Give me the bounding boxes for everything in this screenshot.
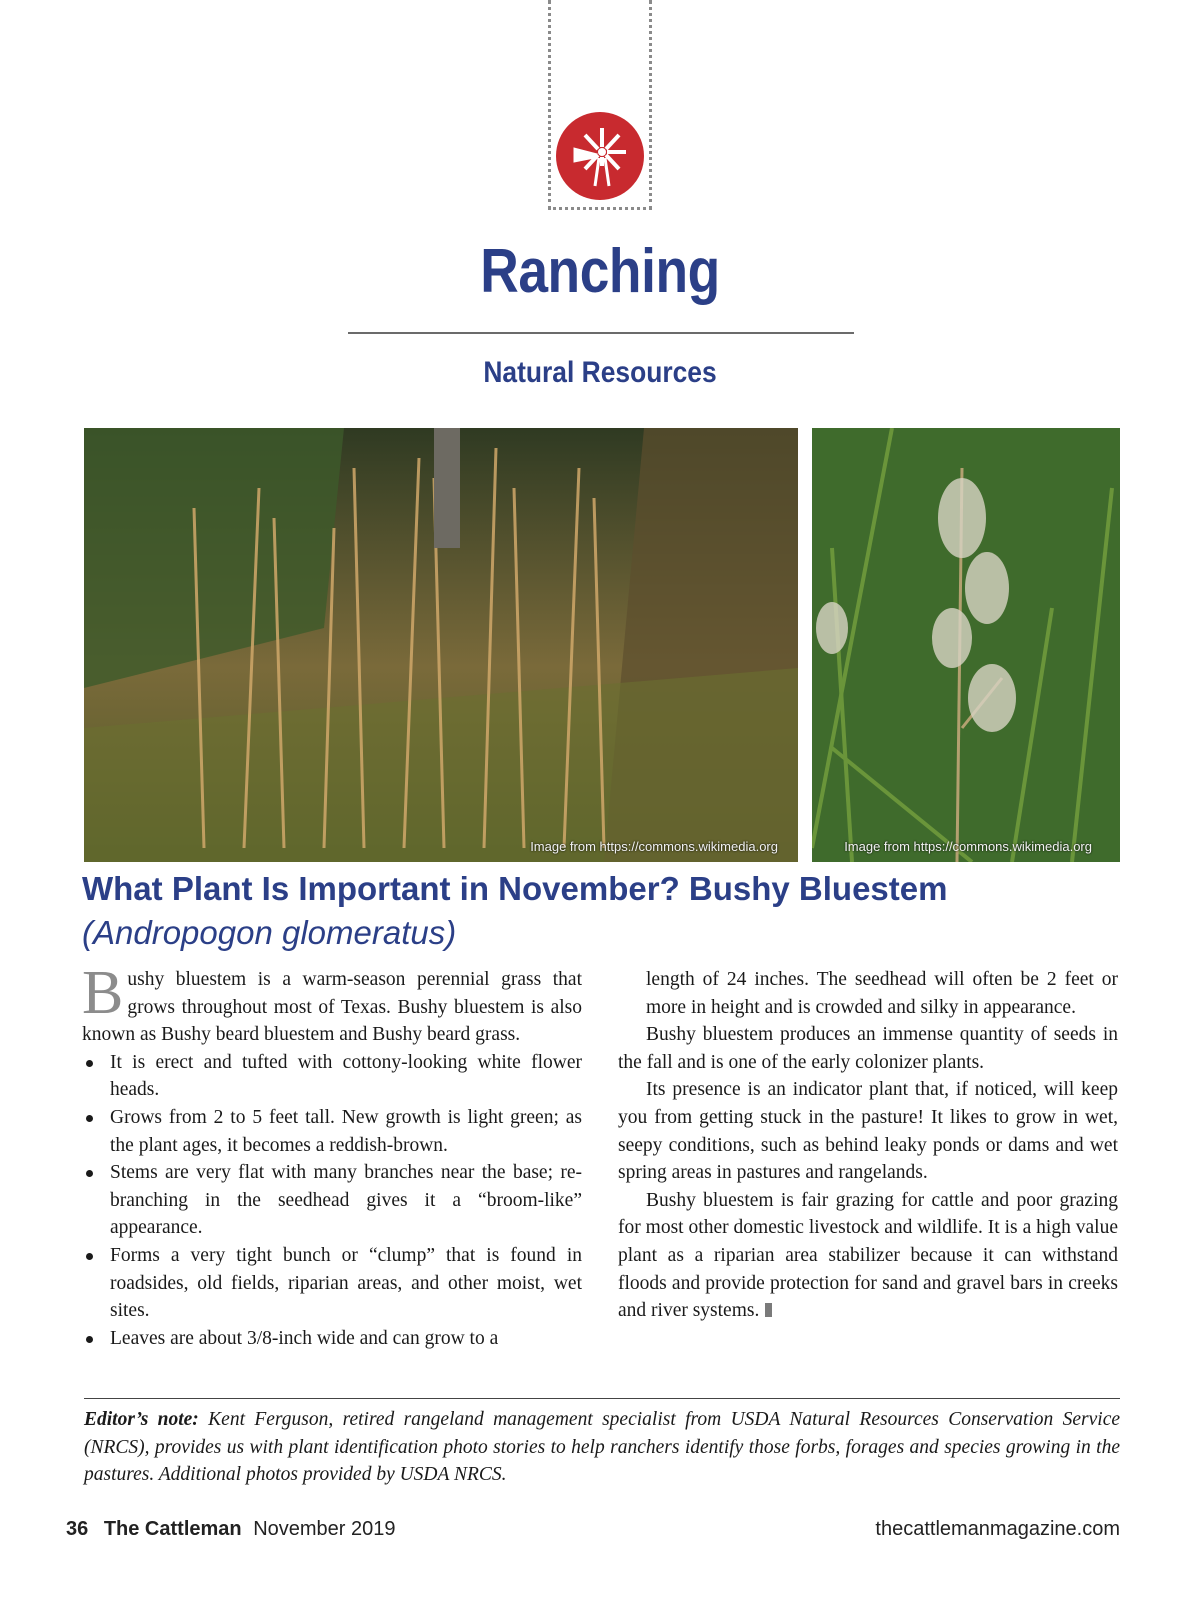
section-divider xyxy=(348,332,854,334)
feature-list xyxy=(82,1049,582,1353)
list-item: Forms a very tight bunch or “clump” that is found in roadsides, old fields, riparian areas, and other moist, wet sites. xyxy=(82,1242,582,1325)
note-divider xyxy=(84,1398,1120,1399)
grass-field-photo xyxy=(84,428,798,862)
page-footer xyxy=(66,1518,1120,1541)
drop-cap: B xyxy=(82,959,124,1027)
intro-paragraph xyxy=(82,959,582,1049)
magazine-name: The Cattleman xyxy=(103,1518,242,1540)
list-item: Stems are very flat with many branches near the base; re-branching in the seedhead gives it a “broom-like” appearance. xyxy=(82,1159,582,1242)
issue-date: November 2019 xyxy=(253,1518,396,1540)
editor-note-label: Editor’s note: xyxy=(84,1409,199,1430)
seedhead-closeup-photo xyxy=(812,428,1120,862)
intro-text: ushy bluestem is a warm-season perennial grass that grows throughout most of Texas. Bushy bluestem is also known as Bushy beard bluestem and Bushy beard grass. xyxy=(82,969,582,1046)
list-item-continuation: length of 24 inches. The seedhead will often be 2 feet or more in height and is crowded and silky in appearance. xyxy=(646,969,1118,1018)
article-headline: What Plant Is Important in November? Bushy Bluestem xyxy=(82,870,948,907)
list-item: It is erect and tufted with cottony-looking white flower heads. xyxy=(82,1049,582,1104)
page-number: 36 xyxy=(66,1518,89,1540)
article-column-right xyxy=(618,966,1118,1325)
windmill-icon xyxy=(556,112,644,200)
editor-note xyxy=(84,1406,1120,1489)
closing-text: Bushy bluestem is fair grazing for cattle and poor grazing for most other domestic livestock and wildlife. It is a high value plant as a riparian area stabilizer because it can withstand floods and provide protection for sand and gravel bars in creeks and river systems. xyxy=(618,1189,1118,1322)
photo-credit: Image from https://commons.wikimedia.org xyxy=(530,839,778,854)
body-paragraph: Bushy bluestem produces an immense quantity of seeds in the fall and is one of the early colonizer plants. xyxy=(618,1024,1118,1073)
scientific-name: (Andropogon glomeratus) xyxy=(82,914,457,951)
photo-credit: Image from https://commons.wikimedia.org xyxy=(844,839,1092,854)
body-paragraph: Its presence is an indicator plant that, if noticed, will keep you from getting stuck in the pasture! It likes to grow in wet, seepy conditions, such as behind leaky ponds or dams and wet spring areas in pastures and rangelands. xyxy=(618,1079,1118,1184)
end-mark-icon xyxy=(765,1303,772,1317)
list-item: Grows from 2 to 5 feet tall. New growth is light green; as the plant ages, it becomes a reddish-brown. xyxy=(82,1104,582,1159)
list-item: Leaves are about 3/8-inch wide and can grow to a xyxy=(82,1325,582,1353)
editor-note-text: Kent Ferguson, retired rangeland management specialist from USDA Natural Resources Conservation Service (NRCS), provides us with plant identification photo stories to help ranchers identify those forbs, forages and species growing in the pastures. Additional photos provided by USDA NRCS. xyxy=(84,1409,1121,1486)
article-column-left xyxy=(82,959,582,1352)
body-paragraph xyxy=(618,1187,1118,1325)
website-link[interactable]: thecattlemanmagazine.com xyxy=(875,1518,1120,1540)
section-title: Ranching xyxy=(480,237,720,306)
section-subtitle: Natural Resources xyxy=(483,356,717,389)
